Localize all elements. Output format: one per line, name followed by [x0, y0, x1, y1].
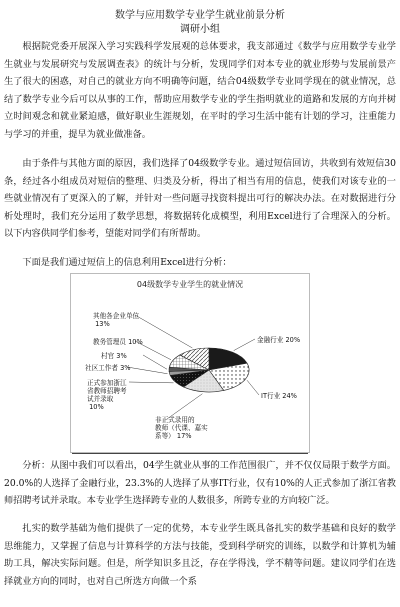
employment-pie-chart [70, 273, 310, 453]
pie-label-7: 教务管理员 10% [93, 338, 143, 346]
paragraph-method: 由于条件与其他方面的原因，我们选择了04级数学专业。通过短信回访，共收到有效短信30条，经过各小组成员对短信的整理、归类及分析，得出了相当有用的信息，使我们对该专业的一些就业情况有了更深入的了解，并针对一些问题寻找资料提出可行的解决办法。在对数据进行分析处理时，我们充分运用了数学思想，将数据转化成模型，利用Excel进行了合理深入的分析。以下内容供同学们参考，望能对同学们有所帮助。 [4, 158, 396, 240]
paragraph-advice: 扎实的数学基础为他们提供了一定的优势，本专业学生既具备扎实的数学基础和良好的数学思维能力，又掌握了信息与计算科学的方法与技能，受到科学研究的训练，以数学和计算机为辅助工具，解决实际问题。但是，所学知识多且泛，存在学得浅，学不精等问题。建议同学们在选择就业方向的同时，也对自己所选方向做一个系 [4, 523, 396, 587]
pie-leader-line-6 [143, 355, 167, 369]
pie-label-8: 其他各企业单位 13% [93, 312, 140, 328]
pie-label-5: 社区工作者 3% [85, 364, 131, 372]
pie-leader-line-2 [247, 380, 259, 395]
paragraph-intro: 根据院党委开展深入学习实践科学发展观的总体要求，我支部通过《数学与应用数学专业学生就业与发展研究与发展调查表》的统计与分析，发现同学们对本专业的就业形势与发展前景产生了很大的困惑，对自己的就业方向不明确等问题，结合04级数学专业同学现在的就业情况，总结了数学专业今后可以从事的工作，帮助应用数学专业的学生指明就业的道路和发展的方向并树立时间观念和就业紧迫感，做好职业生涯规划，在平时的学习生活中能有计划的学习，注重能力与学习的并重，提早为就业做准备。 [4, 41, 396, 140]
chart-title: 04级数学专业学生的就业情况 [136, 280, 244, 289]
pie-chart-svg [71, 274, 309, 452]
pie-label-1: 金融行业 20% [257, 336, 301, 344]
pie-leader-line-1 [234, 339, 255, 351]
pie-leader-line-8 [135, 315, 192, 348]
pie-slices [169, 348, 249, 392]
chart-divider [72, 453, 308, 454]
document-title: 数学与应用数学专业学生就业前景分析 [115, 10, 285, 21]
document-author: 调研小组 [180, 24, 220, 35]
pie-leader-line-4 [129, 382, 174, 383]
paragraph-chart-lead: 下面是我们通过短信上的信息利用Excel进行分析： [22, 257, 232, 268]
paragraph-analysis: 分析：从图中我们可以看出，04学生就业从事的工作范围很广，并不仅仅局限于数学方面。20.0%的人选择了金融行业，23.3%的人选择了从事IT行业，仅有10%的人正式参加了浙江省教师招聘考试并录取。本专业学生选择跨专业的人数很多，所跨专业的方向较广泛。 [4, 460, 396, 507]
pie-label-2: IT行业 24% [261, 392, 297, 400]
pie-label-6: 村官 3% [101, 352, 127, 360]
pie-label-4: 正式参加浙江省教师招聘考试并录取 10% [87, 379, 127, 411]
pie-leader-line-5 [127, 367, 168, 374]
pie-label-3: 非正式录用的教师（代课、嘉实系等） 17% [155, 416, 208, 440]
